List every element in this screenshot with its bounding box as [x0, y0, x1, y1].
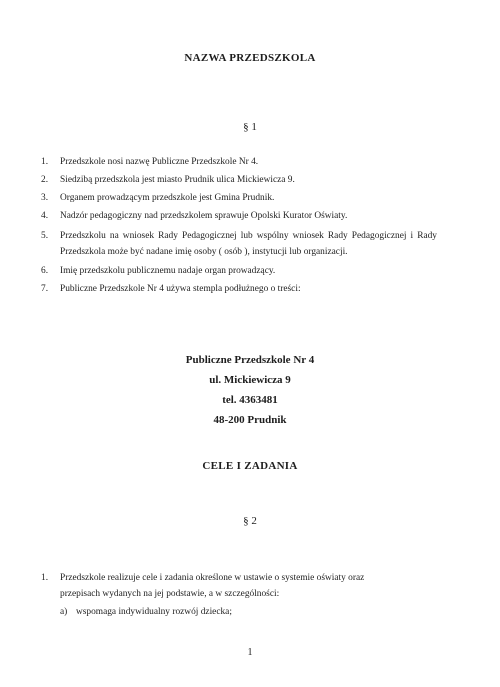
- list-item: 7. Publiczne Przedszkole Nr 4 używa stempla podłużnego o treści:: [41, 284, 301, 294]
- section-2-list: [32, 570, 437, 620]
- list-item: 2. Siedzibą przedszkola jest miasto Prudnik ulica Mickiewicza 9.: [41, 175, 295, 185]
- list-item: 4. Nadzór pedagogiczny nad przedszkolem sprawuje Opolski Kurator Oświaty.: [41, 211, 348, 221]
- list-item: 3. Organem prowadzącym przedszkole jest Gmina Prudnik.: [41, 193, 275, 203]
- stamp-line-city: 48-200 Prudnik: [213, 414, 287, 426]
- list-item: 1. Przedszkole nosi nazwę Publiczne Przedszkole Nr 4.: [41, 157, 259, 167]
- page-number: 1: [247, 647, 253, 658]
- stamp-line-street: ul. Mickiewicza 9: [209, 374, 291, 386]
- section-2-mark: § 2: [243, 515, 257, 527]
- stamp-line-name: Publiczne Przedszkole Nr 4: [185, 354, 315, 366]
- sublist-item: a) wspomaga indywidualny rozwój dziecka;: [60, 607, 232, 617]
- section-1-list: [32, 156, 437, 296]
- stamp-line-phone: tel. 4363481: [222, 394, 278, 406]
- section-1-mark: § 1: [243, 121, 257, 133]
- list-item: 6. Imię przedszkolu publicznemu nadaje organ prowadzący.: [41, 266, 276, 276]
- list-item: 1. Przedszkole realizuje cele i zadania określone w ustawie o systemie oświaty oraz przepisach wydanych na jej podstawie, a w szczególności: a) wspomaga indywidualny rozwój dziecka;: [32, 570, 437, 620]
- list-item: 5. Przedszkolu na wniosek Rady Pedagogicznej lub wspólny wniosek Rady Pedagogicznej i Rady Przedszkola może być nadane imię osoby ( osób ), instytucji lub organizacji.: [41, 231, 437, 257]
- stamp-text: [0, 350, 500, 430]
- section-title: CELE I ZADANIA: [202, 460, 298, 472]
- section-2-sublist: [60, 604, 437, 620]
- document-title: NAZWA PRZEDSZKOLA: [184, 52, 316, 64]
